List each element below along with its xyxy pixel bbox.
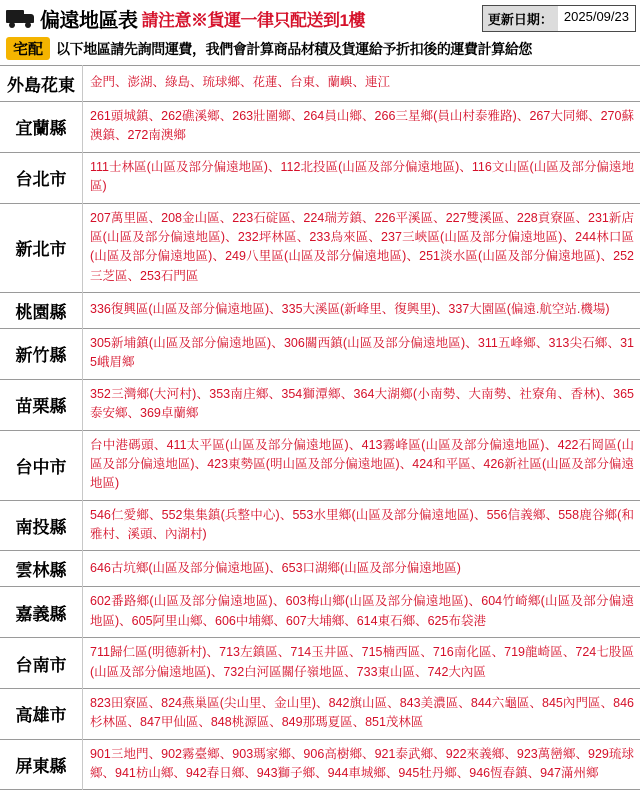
delivery-truck-icon: [6, 8, 36, 30]
table-row: [0, 430, 640, 500]
region-area-list: 305新埔鎮(山區及部分偏遠地區)、306關西鎮(山區及部分偏遠地區)、311五峰鄉、313尖石鄉、315峨眉鄉: [83, 329, 640, 380]
region-area-list: 711歸仁區(明德新村)、713左鎮區、714玉井區、715楠西區、716南化區、719龍崎區、724七股區(山區及部分偏遠地區)、732白河區關仔嶺地區、733東山區、742大內區: [83, 638, 640, 689]
notice-bar: [0, 35, 640, 65]
region-name: 台中市: [0, 430, 83, 500]
notice-text: 以下地區請先詢問運費，我們會計算商品材積及貨運給予折扣後的運費計算給您: [56, 39, 532, 59]
table-row: [0, 551, 640, 587]
region-area-list: 646古坑鄉(山區及部分偏遠地區)、653口湖鄉(山區及部分偏遠地區): [83, 551, 640, 587]
page-title: 偏遠地區表: [40, 4, 138, 33]
region-name: 台南市: [0, 638, 83, 689]
region-name: 南投縣: [0, 500, 83, 551]
region-name: 台北市: [0, 152, 83, 203]
region-name: 高雄市: [0, 688, 83, 739]
remote-area-table: [0, 65, 640, 790]
table-row: [0, 66, 640, 102]
update-date-label: 更新日期：: [483, 6, 558, 31]
region-name: 新北市: [0, 203, 83, 293]
table-row: [0, 293, 640, 329]
region-area-list: 金門、澎湖、綠島、琉球鄉、花蓮、台東、蘭嶼、連江: [83, 66, 640, 102]
region-name: 雲林縣: [0, 551, 83, 587]
table-row: [0, 500, 640, 551]
region-area-list: 261頭城鎮、262礁溪鄉、263壯圍鄉、264員山鄉、266三星鄉(員山村泰雅路)、267大同鄉、270蘇澳鎮、272南澳鄉: [83, 102, 640, 153]
region-name: 嘉義縣: [0, 587, 83, 638]
region-area-list: 336復興區(山區及部分偏遠地區)、335大溪區(新峰里、復興里)、337大園區(偏遠.航空站.機場): [83, 293, 640, 329]
table-row: [0, 152, 640, 203]
table-row: [0, 638, 640, 689]
region-name: 桃園縣: [0, 293, 83, 329]
region-name: 屏東縣: [0, 739, 83, 790]
table-row: [0, 379, 640, 430]
update-date-value: 2025/09/23: [558, 6, 635, 31]
region-area-list: 207萬里區、208金山區、223石碇區、224瑞芳鎮、226平溪區、227雙溪區、228貢寮區、231新店區(山區及部分偏遠地區)、232坪林區、233烏來區、237三峽區(山區及部分偏遠地區)、244林口區(山區及部分偏遠地區)、249八里區(山區及部分偏遠地區)、251淡水區(山區及部分偏遠地區)、252三芝區、253石門區: [83, 203, 640, 293]
region-name: 外島花東: [0, 66, 83, 102]
region-name: 苗栗縣: [0, 379, 83, 430]
table-row: [0, 203, 640, 293]
region-area-list: 602番路鄉(山區及部分偏遠地區)、603梅山鄉(山區及部分偏遠地區)、604竹崎鄉(山區及部分偏遠地區)、605阿里山鄉、606中埔鄉、607大埔鄉、614東石鄉、625布袋港: [83, 587, 640, 638]
region-name: 宜蘭縣: [0, 102, 83, 153]
home-delivery-badge: 宅配: [6, 37, 50, 60]
region-name: 新竹縣: [0, 329, 83, 380]
region-area-list: 823田寮區、824燕巢區(尖山里、金山里)、842旗山區、843美濃區、844六龜區、845內門區、846杉林區、847甲仙區、848桃源區、849那瑪夏區、851茂林區: [83, 688, 640, 739]
update-date-box: [482, 5, 636, 32]
region-area-list: 111士林區(山區及部分偏遠地區)、112北投區(山區及部分偏遠地區)、116文山區(山區及部分偏遠地區): [83, 152, 640, 203]
delivery-warning-text: 請注意※貨運一律只配送到1樓: [142, 6, 365, 31]
table-row: [0, 102, 640, 153]
table-row: [0, 739, 640, 790]
region-area-list: 352三灣鄉(大河村)、353南庄鄉、354獅潭鄉、364大湖鄉(小南勢、大南勢、社寮角、香林)、365泰安鄉、369卓蘭鄉: [83, 379, 640, 430]
document-header: [0, 0, 640, 35]
region-area-list: 546仁愛鄉、552集集鎮(兵整中心)、553水里鄉(山區及部分偏遠地區)、556信義鄉、558鹿谷鄉(和雅村、溪頭、內湖村): [83, 500, 640, 551]
table-row: [0, 587, 640, 638]
region-area-list: 901三地門、902霧臺鄉、903瑪家鄉、906高樹鄉、921泰武鄉、922來義鄉、923萬巒鄉、929琉球鄉、941枋山鄉、942春日鄉、943獅子鄉、944車城鄉、945牡丹鄉、946恆春鎮、947滿州鄉: [83, 739, 640, 790]
region-area-list: 台中港碼頭、411太平區(山區及部分偏遠地區)、413霧峰區(山區及部分偏遠地區)、422石岡區(山區及部分偏遠地區)、423東勢區(明山區及部分偏遠地區)、424和平區、426新社區(山區及部分偏遠地區): [83, 430, 640, 500]
table-row: [0, 688, 640, 739]
table-row: [0, 329, 640, 380]
